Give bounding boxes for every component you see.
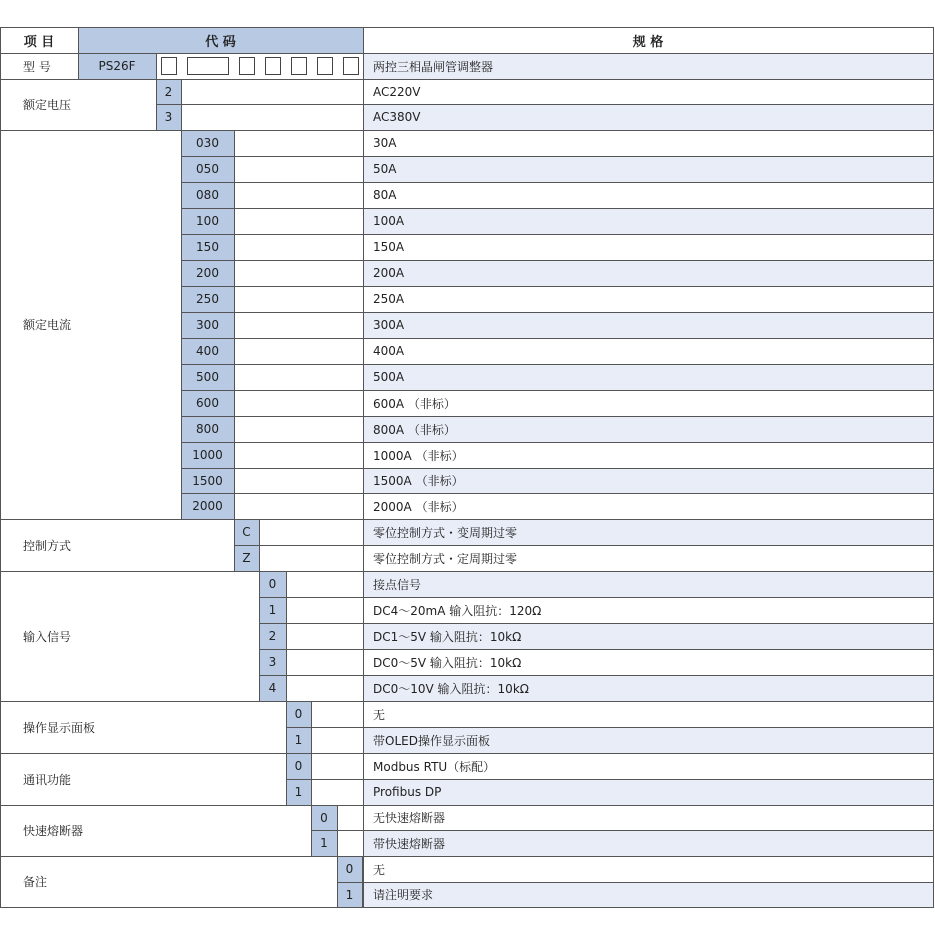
group-label: 备注 [23,875,48,889]
group-bottom-line [0,805,363,806]
item-code-divider [78,27,79,79]
code-slot-box [161,57,177,75]
option-code: 0 [259,571,286,597]
option-code: 500 [181,364,234,390]
option-spec: 800A （非标） [363,416,933,442]
option-code: 1 [259,597,286,623]
option-code: 0 [337,856,362,882]
spec-row-line [363,416,933,417]
option-code: 250 [181,286,234,312]
option-spec: 请注明要求 [363,882,933,907]
option-spec: DC4～20mA 输入阻抗：120Ω [373,603,542,618]
option-spec: 250A [373,292,405,306]
option-code: 100 [181,208,234,234]
option-row-line [181,312,363,313]
option-code: C [234,519,259,545]
option-code: 200 [181,260,234,286]
spec-row-line [363,649,933,650]
group-label: 操作显示面板 [23,720,96,735]
option-row-line [181,390,363,391]
spec-row-line [363,468,933,469]
spec-row-line [363,623,933,624]
code-left-line [259,571,260,701]
spec-row-line [363,571,933,572]
option-spec: 2000A （非标） [373,499,464,514]
spec-row-line [363,856,933,857]
spec-row-line [363,727,933,728]
option-code: 3 [156,104,181,130]
spec-row-line [363,390,933,391]
option-row-line [181,468,363,469]
option-row-line [181,208,363,209]
option-row-line [181,416,363,417]
spec-row-line [363,675,933,676]
option-spec: 30A [373,136,397,150]
option-row-line [259,623,363,624]
spec-row-line [363,156,933,157]
group-bottom-line [0,907,363,908]
option-spec: 带快速熔断器 [363,830,933,856]
option-row-line [181,493,363,494]
option-spec: 300A [363,312,933,338]
option-spec: 50A [363,156,933,182]
option-spec: Modbus RTU（标配） [373,759,496,774]
table-border-left [0,27,1,908]
group-label: 通讯功能 [23,772,72,787]
spec-divider [363,27,364,907]
option-spec: 400A [373,344,405,358]
option-code: 1 [311,830,337,856]
spec-row-line [363,597,933,598]
option-row-line [234,545,363,546]
group-label: 输入信号 [23,629,72,644]
group-bottom-line [0,753,363,754]
code-slot-box [265,57,281,75]
group-bottom-line [0,571,363,572]
code-left-line [181,130,182,519]
group-bottom-line [0,856,363,857]
option-row-line [181,182,363,183]
code-slot-box [187,57,229,75]
option-spec: 无 [373,862,386,877]
option-spec: 500A [363,364,933,390]
table-border-right [933,27,934,908]
spec-row-line [363,53,933,54]
option-row-line [181,260,363,261]
header-item: 项 目 [23,34,55,50]
option-spec: 无 [373,707,386,722]
group-label: 额定电流 [23,318,72,332]
spec-row-line [363,79,933,80]
option-code: 1000 [181,442,234,468]
option-row-line [259,649,363,650]
option-row-line [181,156,363,157]
spec-row-line [363,805,933,806]
spec-row-line [363,779,933,780]
option-row-line [181,234,363,235]
option-spec: AC220V [373,84,421,99]
option-code: 2000 [181,493,234,519]
option-spec: 100A [363,208,933,234]
option-code: 030 [181,130,234,156]
option-code: 080 [181,182,234,208]
option-spec: Profibus DP [363,779,933,805]
option-code: 1 [286,779,311,805]
spec-row-line [363,286,933,287]
option-spec: 600A （非标） [373,396,456,411]
option-code: 0 [286,701,311,727]
option-row-line [286,727,363,728]
option-code: 1 [337,882,362,907]
spec-row-line [363,364,933,365]
option-code: 2 [156,79,181,104]
option-spec: 带OLED操作显示面板 [363,727,933,753]
option-row-line [311,830,363,831]
spec-row-line [363,208,933,209]
header-spec: 规 格 [632,34,664,50]
model-code: PS26F [78,53,156,79]
code-slot-box [343,57,359,75]
code-slot-box [291,57,307,75]
option-row-line [181,442,363,443]
option-code: 150 [181,234,234,260]
option-row-line [156,104,363,105]
option-spec: DC0～10V 输入阻抗：10kΩ [363,675,933,701]
spec-row-line [363,882,933,883]
model-spec: 两控三相晶闸管调整器 [363,53,933,79]
header-code: 代 码 [78,27,363,53]
option-row-line [181,338,363,339]
option-spec: 150A [373,240,405,254]
spec-row-line [363,130,933,131]
option-code: 050 [181,156,234,182]
code-slot-box [239,57,255,75]
spec-row-line [363,234,933,235]
spec-row-line [363,338,933,339]
group-label: 控制方式 [23,538,72,553]
option-row-line [181,286,363,287]
spec-row-line [363,260,933,261]
option-code: 600 [181,390,234,416]
option-spec: AC380V [363,104,933,130]
option-code: 400 [181,338,234,364]
group-bottom-line [0,519,363,520]
option-spec: 1500A （非标） [363,468,933,493]
option-spec: 1000A （非标） [373,448,464,463]
spec-row-line [363,104,933,105]
option-row-line [181,364,363,365]
option-spec: DC1～5V 输入阻抗：10kΩ [363,623,933,649]
option-spec: 零位控制方式・变周期过零 [363,519,933,545]
option-row-line [259,675,363,676]
option-code: 800 [181,416,234,442]
spec-row-line [363,753,933,754]
option-spec: DC0～5V 输入阻抗：10kΩ [373,655,522,670]
option-code: 1 [286,727,311,753]
group-bottom-line [0,701,363,702]
option-code: 3 [259,649,286,675]
table-border-top [0,27,934,28]
spec-row-line [363,312,933,313]
code-slot-box [317,57,333,75]
option-row-line [337,882,363,883]
spec-row-line [363,182,933,183]
header-row-line [0,53,363,54]
model-label: 型 号 [23,59,51,74]
code-right-line [234,130,235,519]
spec-row-line [363,519,933,520]
spec-row-line [363,442,933,443]
spec-row-line [363,545,933,546]
option-code: 4 [259,675,286,701]
option-spec: 200A [363,260,933,286]
group-label: 额定电压 [23,98,72,112]
group-label: 快速熔断器 [23,824,84,838]
option-code: 2 [259,623,286,649]
option-code: 1500 [181,468,234,493]
option-spec: 80A [373,188,397,202]
option-code: 0 [311,805,337,830]
option-code: 0 [286,753,311,779]
option-row-line [286,779,363,780]
spec-row-line [363,493,933,494]
model-code-divider [156,53,157,79]
code-right-line [286,571,287,701]
option-spec: 零位控制方式・定周期过零 [373,551,518,566]
spec-row-line [363,701,933,702]
option-row-line [259,597,363,598]
option-spec: 无快速熔断器 [373,811,446,825]
spec-row-line [363,830,933,831]
option-spec: 接点信号 [363,571,933,597]
option-code: 300 [181,312,234,338]
option-code: Z [234,545,259,571]
